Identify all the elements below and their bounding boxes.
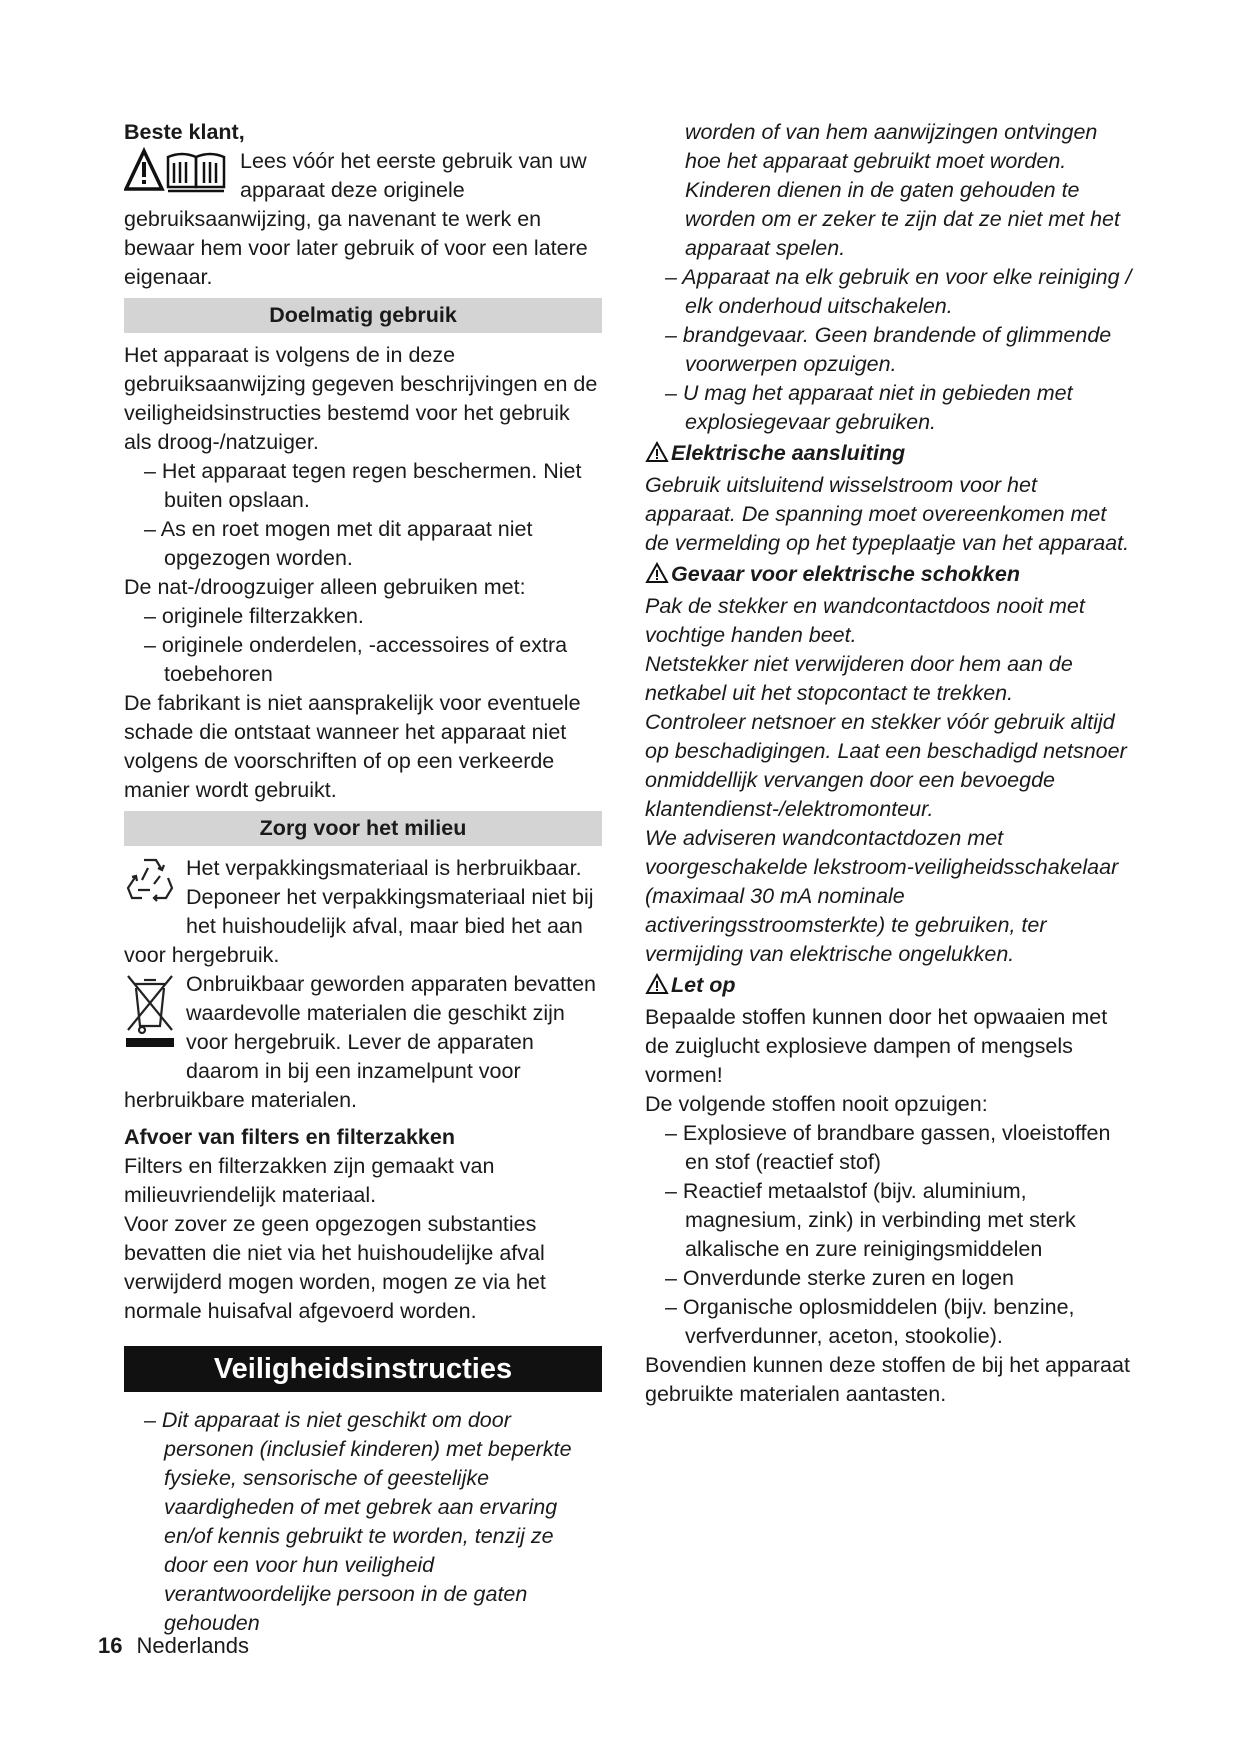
section-heading-veiligheid: Veiligheidsinstructies	[124, 1346, 602, 1392]
paragraph: Bepaalde stoffen kunnen door het opwaaien met de zuiglucht explosieve dampen of mengsels vormen!	[645, 1005, 1108, 1087]
warning-triangle-icon	[645, 562, 669, 592]
paragraph: De volgende stoffen nooit opzuigen:	[645, 1092, 988, 1116]
list-item: – Onverdunde sterke zuren en logen	[665, 1266, 1015, 1290]
paragraph: Gebruik uitsluitend wisselstroom voor het apparaat. De spanning moet overeenkomen met de vermelding op het typeplaatje van het apparaat.	[645, 473, 1130, 555]
list-item: – As en roet mogen met dit apparaat niet opgezogen worden.	[144, 517, 533, 570]
list-item: – Dit apparaat is niet geschikt om door personen (inclusief kinderen) met beperkte fysieke, sensorische of geestelijke vaardigheden of met gebrek aan ervaring en/of kennis gebruikt te worden, tenzij ze door een voor hun veiligheid verantwoordelijke persoon in de gaten gehouden	[144, 1408, 572, 1635]
manual-book-icon	[168, 154, 224, 191]
paragraph: We adviseren wandcontactdozen met voorgeschakelde lekstroom-veiligheidsschakelaar (maximaal 30 mA nominale activeringsstroomsterkte) te gebruiken, ter vermijding van elektrische ongelukken.	[645, 826, 1119, 966]
paragraph: Pak de stekker en wandcontactdoos nooit met vochtige handen beet.	[645, 594, 1085, 647]
section-heading-milieu: Zorg voor het milieu	[124, 811, 602, 846]
page-footer	[98, 1633, 249, 1659]
list-item: – U mag het apparaat niet in gebieden met explosiegevaar gebruiken.	[665, 381, 1073, 434]
paragraph: Netstekker niet verwijderen door hem aan de netkabel uit het stopcontact te trekken.	[645, 652, 1073, 705]
warning-manual-icon	[124, 147, 230, 203]
continued-text: worden of van hem aanwijzingen ontvingen hoe het apparaat gebruikt moet worden. Kinderen dienen in de gaten gehouden te worden om er zeker te zijn dat ze niet met het apparaat spelen.	[685, 120, 1120, 260]
paragraph: Controleer netsnoer en stekker vóór gebruik altijd op beschadigingen. Laat een beschadigd netsnoer onmiddellijk vervangen door een bevoegde klantendienst-/elektromonteur.	[645, 710, 1127, 821]
intro-text: Lees vóór het eerste gebruik van uw apparaat deze originele gebruiksaanwijzing, ga navenant te werk en bewaar hem voor later gebruik of voor een latere eigenaar.	[124, 149, 588, 289]
crossed-bin-icon	[124, 970, 176, 1058]
warning-heading	[645, 971, 1133, 1003]
list-item: – Organische oplosmiddelen (bijv. benzine, verfverdunner, aceton, stookolie).	[665, 1295, 1075, 1348]
section-heading-doelmatig: Doelmatig gebruik	[124, 298, 602, 333]
page-number: 16	[98, 1633, 123, 1658]
warning-heading	[645, 439, 1133, 471]
bin-block	[124, 970, 602, 1115]
right-column	[645, 118, 1133, 1409]
warning-heading-text: Let op	[671, 973, 736, 997]
list-item: – Het apparaat tegen regen beschermen. Niet buiten opslaan.	[144, 459, 582, 512]
paragraph: De fabrikant is niet aansprakelijk voor eventuele schade die ontstaat wanneer het apparaat niet volgens de voorschriften of op een verkeerde manier wordt gebruikt.	[124, 691, 581, 802]
warning-heading-text: Elektrische aansluiting	[671, 441, 906, 465]
recycle-icon	[124, 854, 176, 914]
greeting: Beste klant,	[124, 120, 245, 144]
paragraph: Bovendien kunnen deze stoffen de bij het apparaat gebruikte materialen aantasten.	[645, 1353, 1130, 1406]
recycle-block	[124, 854, 602, 970]
paragraph: Filters en filterzakken zijn gemaakt van milieuvriendelijk materiaal.	[124, 1154, 495, 1207]
warning-triangle-icon	[126, 151, 162, 189]
intro-block	[124, 147, 602, 292]
warning-triangle-icon	[645, 441, 669, 471]
footer-language: Nederlands	[136, 1633, 249, 1658]
left-column	[124, 118, 602, 1638]
bin-text: Onbruikbaar geworden apparaten bevatten waardevolle materialen die geschikt zijn voor hergebruik. Lever de apparaten daarom in bij een inzamelpunt voor herbruikbare materialen.	[124, 972, 596, 1112]
list-item: – Reactief metaalstof (bijv. aluminium, magnesium, zink) in verbinding met sterk alkalische en zure reinigingsmiddelen	[665, 1179, 1076, 1261]
list-item: – Apparaat na elk gebruik en voor elke reiniging / elk onderhoud uitschakelen.	[665, 265, 1132, 318]
warning-heading-text: Gevaar voor elektrische schokken	[671, 562, 1020, 586]
recycle-text: Het verpakkingsmateriaal is herbruikbaar. Deponeer het verpakkingsmateriaal niet bij het huishoudelijk afval, maar bied het aan voor hergebruik.	[124, 856, 594, 967]
list-item: – Explosieve of brandbare gassen, vloeistoffen en stof (reactief stof)	[665, 1121, 1111, 1174]
subheading-filters: Afvoer van filters en filterzakken	[124, 1125, 455, 1149]
paragraph: Het apparaat is volgens de in deze gebruiksaanwijzing gegeven beschrijvingen en de veiligheidsinstructies bestemd voor het gebruik als droog-/natzuiger.	[124, 343, 598, 454]
warning-triangle-icon	[645, 973, 669, 1003]
list-item: – originele filterzakken.	[144, 604, 364, 628]
paragraph: Voor zover ze geen opgezogen substanties bevatten die niet via het huishoudelijke afval verwijderd mogen worden, mogen ze via het normale huisafval afgevoerd worden.	[124, 1212, 546, 1323]
list-item: – originele onderdelen, -accessoires of extra toebehoren	[144, 633, 568, 686]
paragraph: De nat-/droogzuiger alleen gebruiken met:	[124, 575, 526, 599]
warning-heading	[645, 560, 1133, 592]
list-item: – brandgevaar. Geen brandende of glimmende voorwerpen opzuigen.	[665, 323, 1112, 376]
